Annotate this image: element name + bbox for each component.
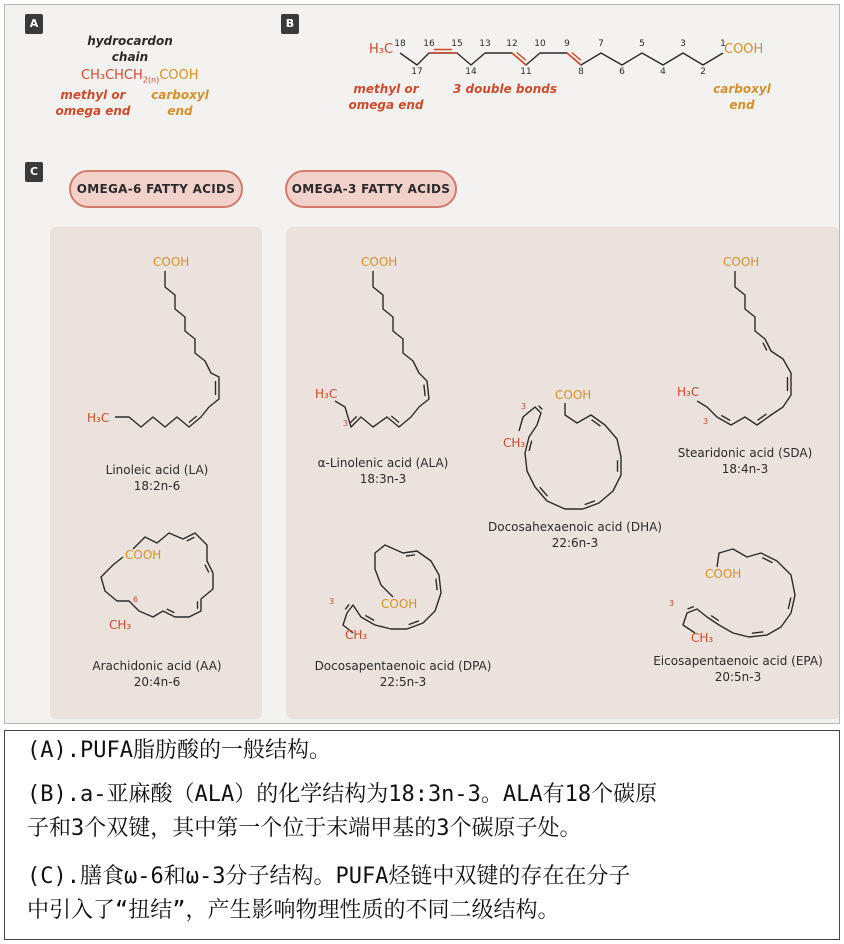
caption-line-b2: 子和3个双键，其中第一个位于末端甲基的3个碳原子处。 [27,816,582,841]
carbon-number: 3 [680,39,686,49]
dpa-cooh: COOH [381,597,418,611]
formula-cooh: COOH [159,68,199,83]
b-h3c: H₃C [369,42,394,57]
aa-ch3: CH₃ [109,618,132,632]
carbon-number: 16 [423,39,435,49]
formula-sub: 2(n) [142,75,160,85]
dha-ch3: CH₃ [503,436,526,450]
dha-pos3: 3 [521,402,527,411]
formula-mid: CHCH [105,68,143,83]
chain-label-1: hydrocardon [87,34,173,48]
epa-ch3: CH₃ [691,631,714,645]
la-cooh: COOH [153,255,190,269]
sda-name: Stearidonic acid (SDA) [677,446,813,460]
fatty-acid-structures [5,5,840,724]
dha-double-bond-3 [585,501,595,505]
dpa-double-bond-3 [409,621,419,625]
epa-chain [683,549,795,637]
carbon-number: 11 [520,67,532,77]
b-methyl-label-2: omega end [348,98,424,112]
dpa-double-bond-5 [345,604,349,609]
epa-pos3: 3 [669,599,675,608]
epa-formula: 20:5n-3 [714,670,762,684]
aa-double-bond-2 [205,565,209,573]
carbon-number: 5 [639,39,645,49]
dha-formula: 22:6n-3 [551,536,599,550]
dha-double-bond-5 [529,441,532,451]
formula-ch3: CH₃ [81,68,106,83]
carbon-number: 4 [660,67,666,77]
caption-line-c2: 中引入了“扭结”，产生影响物理性质的不同二级结构。 [27,898,560,923]
dpa-name: Docosapentaenoic acid (DPA) [314,659,492,673]
aa-cooh: COOH [125,548,162,562]
la-name: Linoleic acid (LA) [105,463,209,477]
dpa-double-bond-1 [406,555,415,556]
b-carboxyl-label-2: end [729,98,755,112]
dpa-chain [343,545,441,633]
chain-label-2: chain [111,50,149,64]
dpa-formula: 22:5n-3 [379,675,427,689]
carbon-number: 8 [578,67,584,77]
sda-h3c: H₃C [677,385,700,399]
aa-pos6: 6 [133,595,139,604]
b-carboxyl-label-1: carboxyl [713,82,771,96]
caption-line-a: (A).PUFA脂肪酸的一般结构。 [27,738,331,763]
carbon-number: 9 [564,39,570,49]
carbon-number: 1 [720,39,726,49]
a-methyl-label-1: methyl or [60,88,126,102]
caption-box [4,730,840,940]
epa-name: Eicosapentaenoic acid (EPA) [653,654,823,668]
la-formula: 18:2n-6 [133,479,181,493]
sda-chain [697,271,791,425]
a-methyl-label-2: omega end [55,104,131,118]
aa-chain [101,533,213,617]
a-carboxyl-label-2: end [167,104,193,118]
dpa-pos3: 3 [329,597,335,606]
caption-line-c1: (C).膳食ω-6和ω-3分子结构。PUFA烃链中双键的存在在分子 [27,864,631,889]
dha-chain [519,403,621,509]
la-chain [115,271,219,427]
sda-pos3: 3 [703,417,709,426]
ala-name: α-Linolenic acid (ALA) [317,456,449,470]
carbon-number: 15 [451,39,463,49]
caption-line-b1: (B).a-亚麻酸（ALA）的化学结构为18:3n-3。ALA有18个碳原 [27,782,658,807]
sda-formula: 18:4n-3 [721,462,769,476]
dpa-double-bond-2 [436,579,437,591]
epa-double-bond-2 [788,597,791,609]
aa-double-bond-1 [187,537,195,541]
epa-double-bond-3 [752,632,764,633]
ala-formula: 18:3n-3 [359,472,407,486]
ala-pos3: 3 [343,419,349,428]
carbon-number: 17 [411,67,423,77]
carbon-number: 12 [506,39,518,49]
panel-b-tag: B [281,14,299,34]
carbon-number: 6 [619,67,625,77]
la-h3c: H₃C [87,411,110,425]
dha-double-bond-6 [539,406,543,410]
b-double-bonds-label: 3 double bonds [452,82,558,96]
dha-name: Docosahexaenoic acid (DHA) [488,520,662,534]
ala-c-double-bond-1 [424,385,425,397]
ala-cooh: COOH [361,255,398,269]
figure-panel [4,4,840,724]
carbon-number: 2 [700,67,706,77]
carbon-number: 13 [479,39,491,49]
aa-formula: 20:4n-6 [133,675,181,689]
epa-double-bond-5 [688,606,694,609]
sda-double-bond-1 [763,343,767,351]
carbon-number: 10 [534,39,546,49]
ala-chain [335,271,429,427]
sda-cooh: COOH [723,255,760,269]
carbon-number: 18 [394,39,406,49]
epa-cooh: COOH [705,567,742,581]
carbon-number: 14 [465,67,477,77]
carbon-number: 7 [598,39,604,49]
omega6-title: OMEGA-6 FATTY ACIDS [69,170,243,208]
ala-h3c: H₃C [315,387,338,401]
panel-c-tag: C [25,162,43,182]
b-methyl-label-1: methyl or [353,82,419,96]
panel-a-tag: A [25,14,43,34]
aa-name: Arachidonic acid (AA) [92,659,222,673]
dpa-ch3: CH₃ [345,628,368,642]
dha-cooh: COOH [555,388,592,402]
omega3-title: OMEGA-3 FATTY ACIDS [285,170,457,208]
aa-double-bond-4 [167,609,175,613]
b-cooh: COOH [724,42,764,57]
a-carboxyl-label-1: carboxyl [151,88,209,102]
